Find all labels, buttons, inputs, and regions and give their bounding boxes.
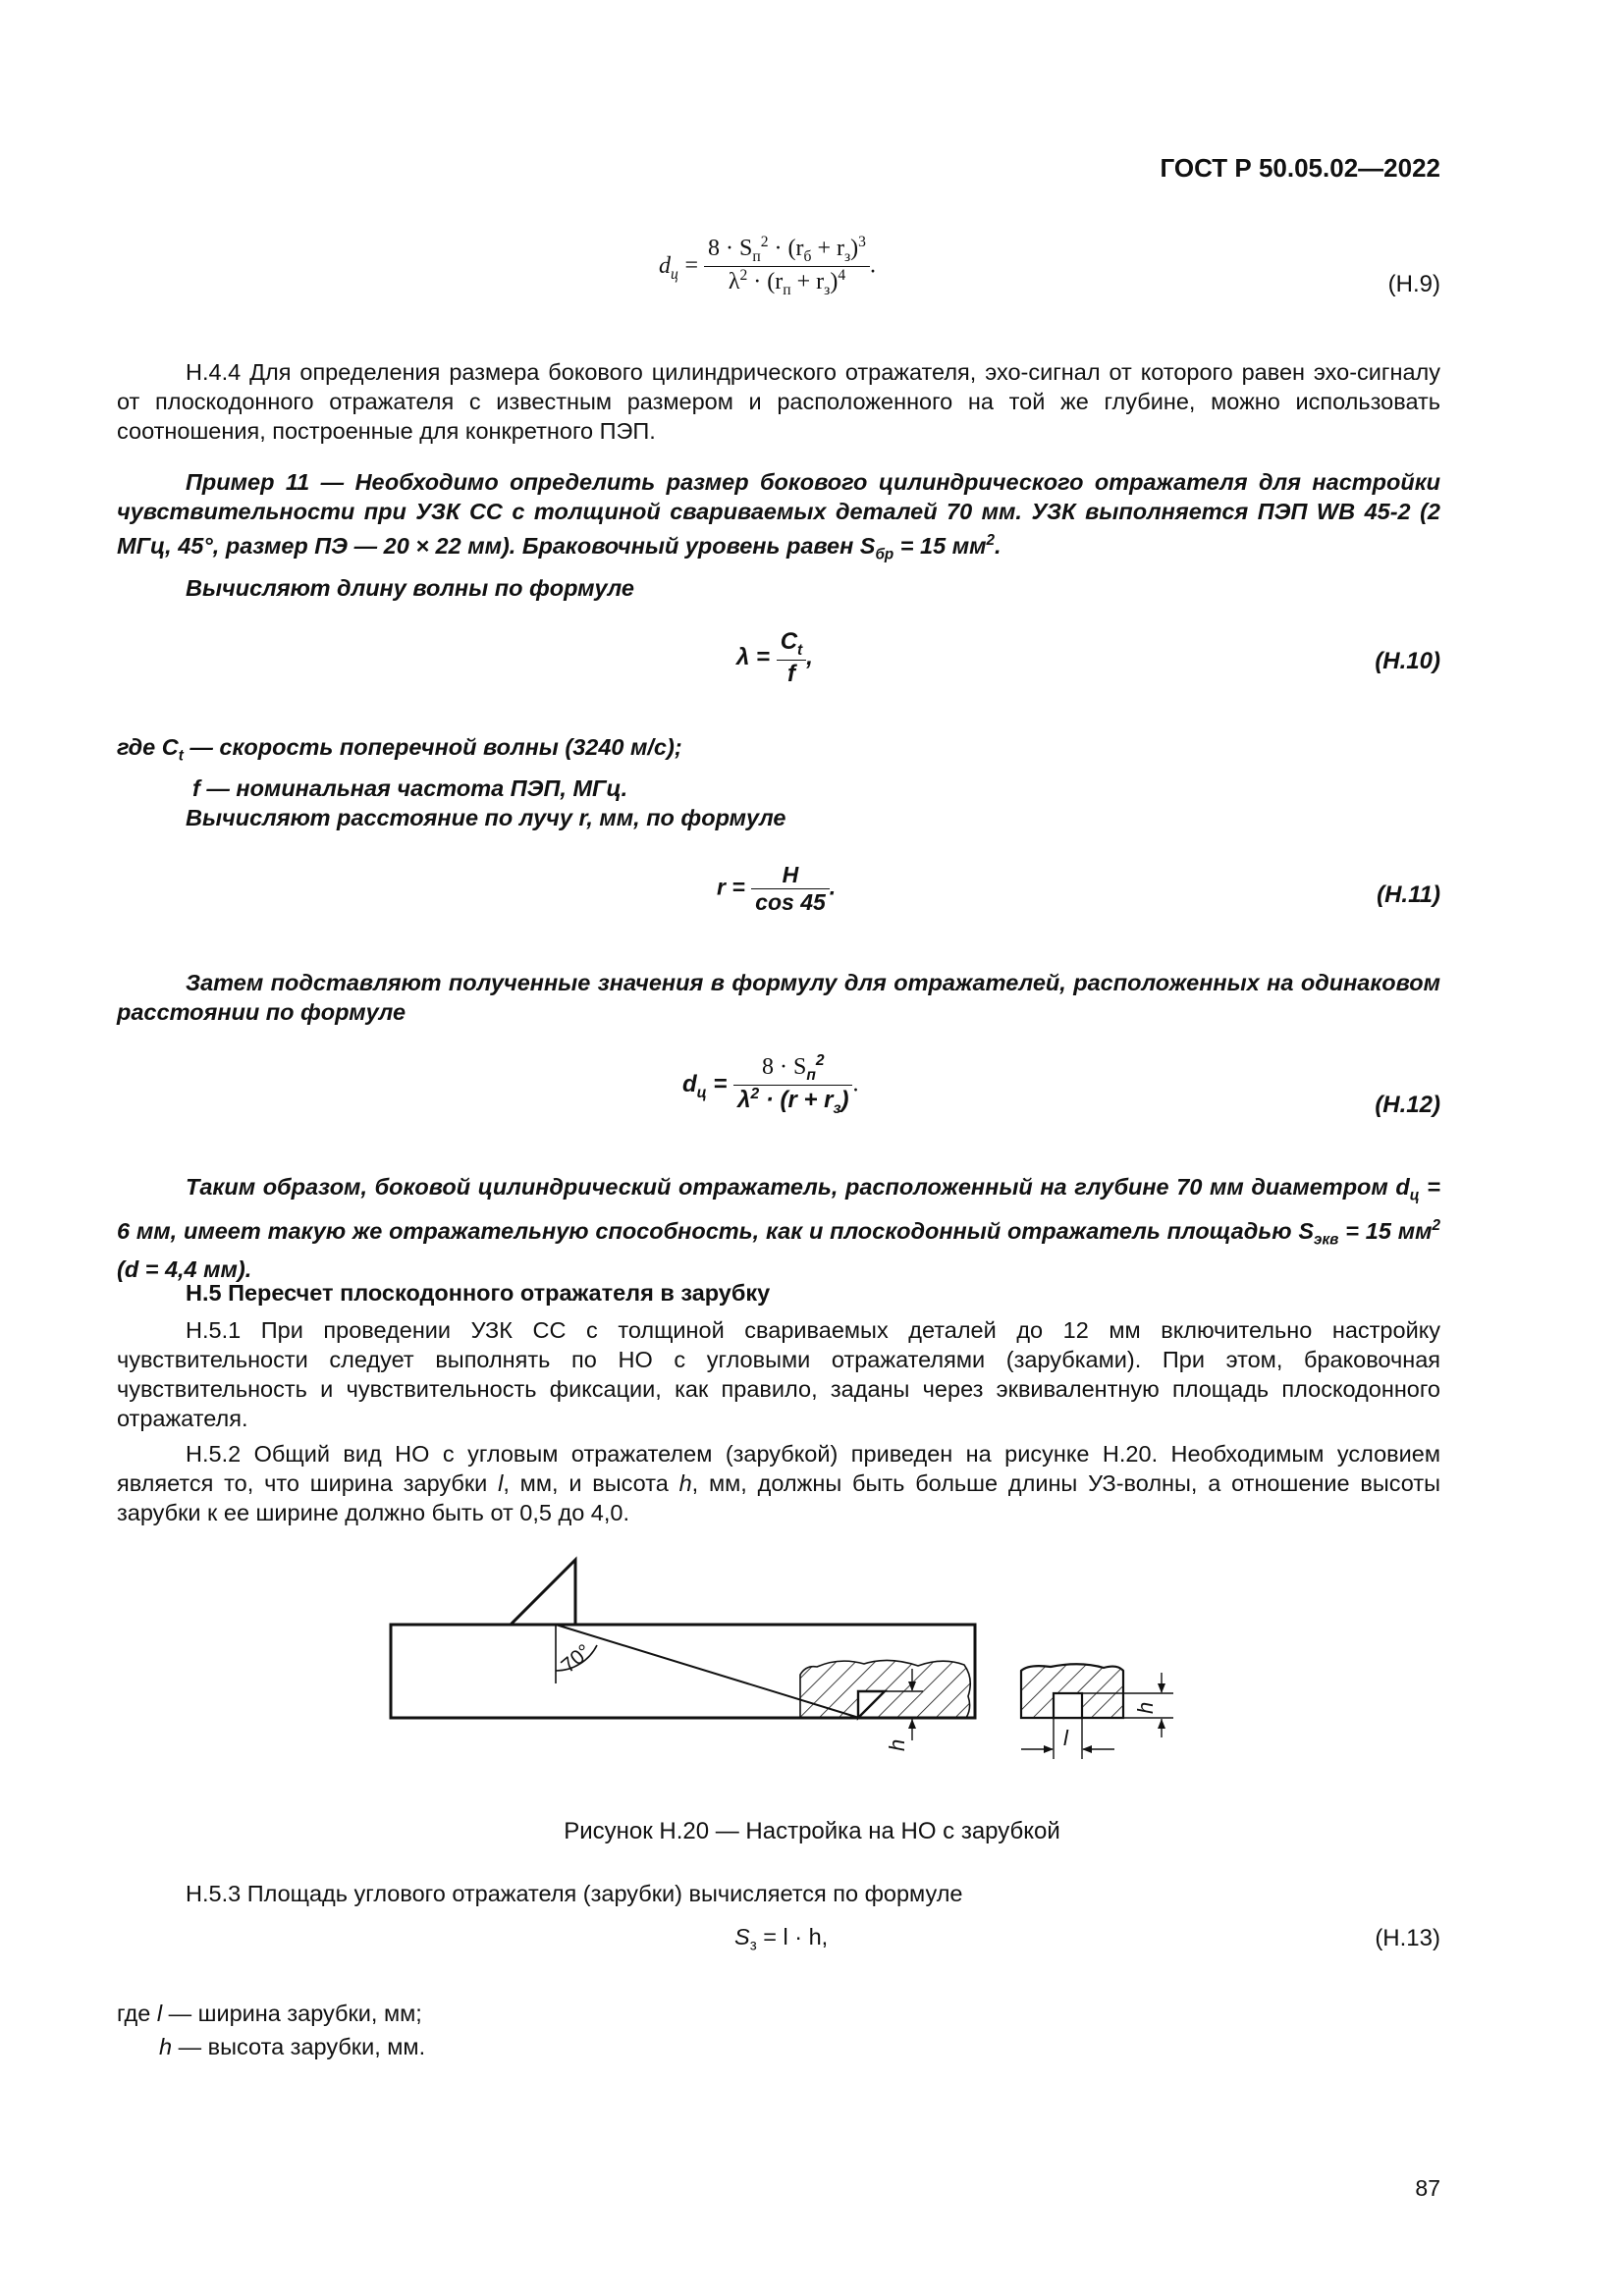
eq-h9-lhs: $d_ц$	[659, 252, 678, 283]
equation-h9: $d_ц$ = $\frac{8 \cdot S_п^2 \cdot (r_б + r_з)^3}{\lambda^2 \cdot (r_п + r_з)^4}$ .	[659, 234, 876, 298]
equation-h11: r = $\frac{H}{\cos 45}$ .	[717, 862, 837, 915]
example-11: Пример 11 — Необходимо определить размер бокового цилиндрического отражателя для настройки чувствительности при УЗК СС с толщиной свариваемых деталей 70 мм. УЗК выполняется ПЭП WB 45-2 (2 МГц, 45°, размер ПЭ — 20 × 22 мм). Браковочный уровень равен $S_{бр} = 15$ $мм^2$.	[117, 469, 1440, 563]
arrowhead-up	[908, 1719, 916, 1729]
calc-wavelength-text: Вычисляют длину волны по формуле	[186, 575, 634, 601]
page-number: 87	[1415, 2175, 1440, 2201]
where-ct: где $C_t$ — скорость поперечной волны (3240 м/с);	[117, 734, 682, 765]
eq-h9-fraction: $\frac{8 \cdot S_п^2 \cdot (r_б + r_з)^3}{\lambda^2 \cdot (r_п + r_з)^4}$	[704, 234, 870, 299]
equation-h13: $S_з = l \cdot h$,	[734, 1924, 829, 1954]
arrowhead-l-right	[1082, 1745, 1092, 1753]
section-h5-heading: Н.5 Пересчет плоскодонного отражателя в зарубку	[186, 1280, 771, 1306]
paragraph-h51: Н.5.1 При проведении УЗК СС с толщиной свариваемых деталей до 12 мм включительно настройку чувствительности следует выполнять по НО с угловыми отражателями (зарубками). При этом, браковочная чувствительность и чувствительность фиксации, как правило, заданы через эквивалентную площадь плоскодонного отражателя.	[117, 1317, 1440, 1431]
label-h-left: h	[885, 1738, 909, 1751]
label-angle: 70°	[557, 1639, 596, 1678]
detail-notch	[1054, 1693, 1082, 1718]
equation-h10: λ = $\frac{C_t}{f}$ ,	[736, 628, 813, 687]
document-header: ГОСТ Р 50.05.02—2022	[1160, 153, 1440, 183]
figure-caption: Рисунок Н.20 — Настройка на НО с зарубкой	[564, 1818, 1060, 1844]
arrowhead-h-bottom	[1158, 1719, 1165, 1729]
probe-wedge	[511, 1560, 575, 1625]
equation-number-h12: (Н.12)	[1375, 1092, 1440, 1118]
where-f: f — номинальная частота ПЭП, МГц.	[192, 775, 628, 801]
paragraph-h53: Н.5.3 Площадь углового отражателя (зарубки) вычисляется по формуле	[186, 1881, 963, 1906]
hatched-region	[800, 1660, 970, 1718]
label-l: l	[1063, 1726, 1068, 1750]
paragraph-h52: Н.5.2 Общий вид НО с угловым отражателем (зарубкой) приведен на рисунке Н.20. Необходимым условием является то, что ширина зарубки l, мм, и высота h, мм, должны быть больше длины УЗ-волны, а отношение высоты зарубки к ее ширине должно быть от 0,5 до 4,0.	[117, 1441, 1440, 1525]
where-h: h — высота зарубки, мм.	[159, 2034, 426, 2059]
conclusion-text: Таким образом, боковой цилиндрический отражатель, расположенный на глубине 70 мм диаметром $d_ц = 6$ мм, имеет такую же отражательную способность, как и плоскодонный отражатель площадью $S_{экв} = 15$ $мм^2$ (d = 4,4 мм).	[117, 1174, 1440, 1283]
label-h-right: h	[1133, 1701, 1158, 1714]
equation-number-h11: (Н.11)	[1377, 881, 1440, 908]
arrowhead-h-top	[1158, 1683, 1165, 1693]
equation-number-h10: (Н.10)	[1375, 648, 1440, 674]
calc-r-text: Вычисляют расстояние по лучу r, мм, по формуле	[186, 805, 786, 830]
then-text: Затем подставляют полученные значения в формулу для отражателей, расположенных на одинаковом расстоянии по формуле	[117, 970, 1440, 1025]
figure-h20	[373, 1541, 1237, 1777]
equation-number-h13: (Н.13)	[1375, 1925, 1440, 1951]
where-l: где l — ширина зарубки, мм;	[117, 2001, 422, 2026]
equation-number-h9: (Н.9)	[1387, 271, 1440, 297]
arrowhead-l-left	[1044, 1745, 1054, 1753]
equation-h12: $d_ц$ = $\frac{8 \cdot S_п^2}{\lambda^2 \cdot (r + r_з)}$ .	[682, 1052, 859, 1117]
paragraph-h44: Н.4.4 Для определения размера бокового цилиндрического отражателя, эхо-сигнал от которого равен эхо-сигналу от плоскодонного отражателя с известным размером и расположенного на той же глубине, можно использовать соотношения, построенные для конкретного ПЭП.	[117, 359, 1440, 444]
